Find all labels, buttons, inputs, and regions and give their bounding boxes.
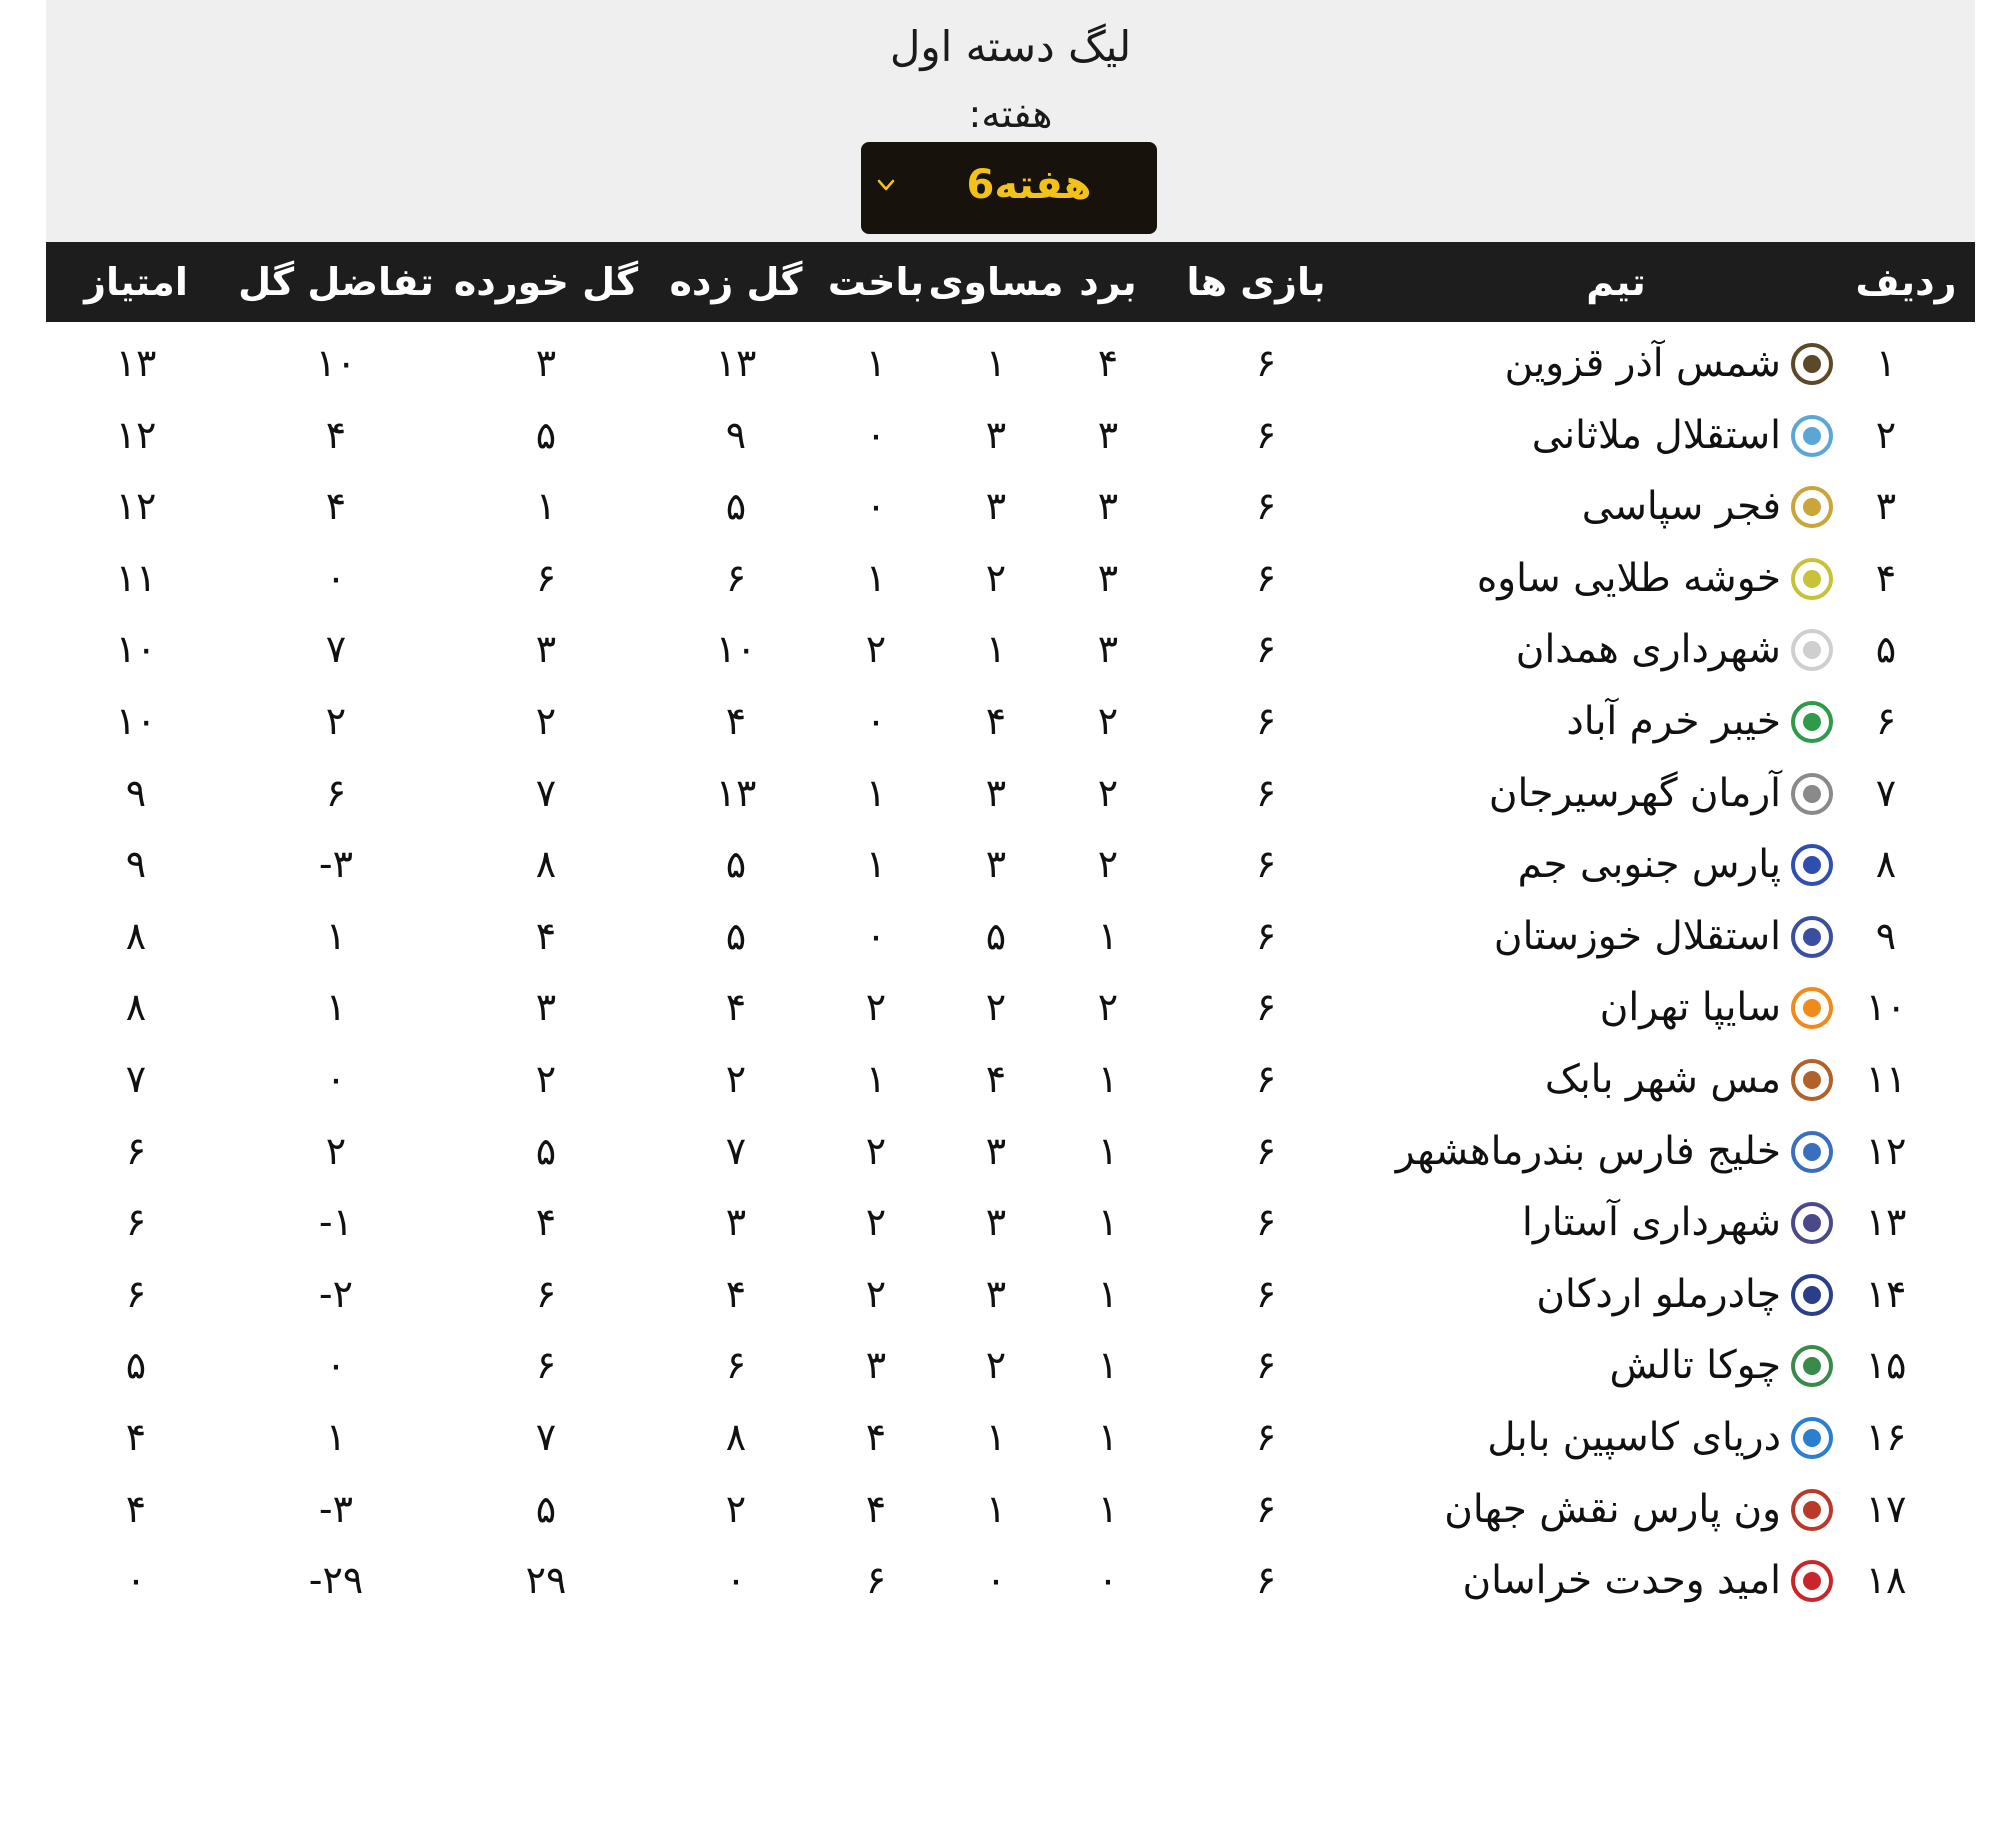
points-cell: ۴	[125, 1415, 147, 1459]
lost-cell: ۱	[865, 555, 887, 600]
goals-for-cell: ۴	[725, 985, 747, 1030]
team-name[interactable]: پارس جنوبی جم	[1517, 842, 1781, 888]
team-name[interactable]: چادرملو اردکان	[1536, 1271, 1781, 1317]
goals-against-cell: ۱	[535, 484, 557, 529]
goals-against-cell: ۵	[535, 1128, 557, 1173]
drawn-cell: ۱	[985, 1486, 1007, 1531]
chevron-down-icon	[873, 172, 899, 198]
team-name[interactable]: خلیج فارس بندرماهشهر	[1395, 1128, 1781, 1174]
team-name[interactable]: ون پارس نقش جهان	[1444, 1486, 1781, 1532]
team-name[interactable]: آرمان گهرسیرجان	[1488, 770, 1781, 816]
points-cell: ۹	[125, 842, 147, 887]
goals-against-cell: ۳	[535, 341, 557, 385]
lost-cell: ۴	[865, 1415, 887, 1459]
team-logo-icon	[1791, 558, 1833, 600]
won-cell: ۱	[1097, 1486, 1119, 1531]
played-cell: ۶	[1255, 913, 1277, 958]
points-cell: ۶	[125, 1200, 147, 1245]
drawn-cell: ۲	[985, 1343, 1007, 1388]
goal-diff-cell: ۱	[325, 913, 347, 958]
drawn-cell: ۳	[985, 770, 1007, 815]
won-cell: ۳	[1097, 412, 1119, 457]
table-row[interactable]	[46, 1401, 1975, 1474]
drawn-cell: ۲	[985, 985, 1007, 1030]
goal-diff-cell: ۰	[325, 1343, 347, 1388]
goals-against-cell: ۳	[535, 627, 557, 672]
table-row[interactable]	[46, 900, 1975, 973]
drawn-cell: ۳	[985, 1271, 1007, 1316]
points-cell: ۱۱	[115, 555, 157, 600]
points-cell: ۱۲	[115, 484, 157, 529]
rank-cell: ۵	[1875, 627, 1897, 672]
team-logo-icon	[1791, 773, 1833, 815]
won-cell: ۰	[1097, 1558, 1119, 1603]
won-cell: ۳	[1097, 484, 1119, 529]
lost-cell: ۰	[865, 412, 887, 457]
week-select[interactable]	[861, 142, 1157, 234]
won-cell: ۱	[1097, 1128, 1119, 1173]
goals-for-cell: ۹	[725, 412, 747, 457]
team-logo-icon	[1791, 343, 1833, 385]
table-row[interactable]	[46, 1544, 1975, 1617]
rank-cell: ۱۴	[1865, 1271, 1907, 1316]
lost-cell: ۲	[865, 1128, 887, 1173]
won-cell: ۱	[1097, 1415, 1119, 1459]
lost-cell: ۱	[865, 341, 887, 385]
goals-for-cell: ۵	[725, 484, 747, 529]
team-logo-icon	[1791, 1417, 1833, 1459]
table-row[interactable]	[46, 1115, 1975, 1188]
team-logo-icon	[1791, 987, 1833, 1029]
column-header-drawn[interactable]: مساوی	[928, 260, 1064, 304]
rank-cell: ۱۲	[1865, 1128, 1907, 1173]
team-name[interactable]: استقلال خوزستان	[1493, 913, 1781, 959]
table-row[interactable]	[46, 327, 1975, 400]
table-row[interactable]	[46, 1329, 1975, 1402]
played-cell: ۶	[1255, 1415, 1277, 1459]
goals-against-cell: ۶	[535, 555, 557, 600]
goal-diff-cell: ۰	[325, 555, 347, 600]
goals-against-cell: ۲	[535, 1057, 557, 1101]
points-cell: ۱۳	[115, 341, 157, 385]
drawn-cell: ۳	[985, 1128, 1007, 1173]
rank-cell: ۱۳	[1865, 1200, 1907, 1245]
goals-against-cell: ۳	[535, 985, 557, 1030]
team-logo-icon	[1791, 844, 1833, 886]
goals-for-cell: ۵	[725, 842, 747, 887]
played-cell: ۶	[1255, 484, 1277, 529]
goals-for-cell: ۳	[725, 1200, 747, 1245]
goal-diff-cell: ۷	[325, 627, 347, 672]
table-row[interactable]	[46, 1258, 1975, 1331]
team-logo-icon	[1791, 629, 1833, 671]
goals-against-cell: ۵	[535, 412, 557, 457]
drawn-cell: ۱	[985, 341, 1007, 385]
goals-against-cell: ۵	[535, 1486, 557, 1531]
week-label: هفته:	[968, 92, 1053, 136]
team-name[interactable]: فجر سپاسی	[1581, 484, 1781, 530]
goals-for-cell: ۷	[725, 1128, 747, 1173]
lost-cell: ۲	[865, 1200, 887, 1245]
team-name[interactable]: خیبر خرم آباد	[1566, 699, 1781, 744]
drawn-cell: ۳	[985, 412, 1007, 457]
goal-diff-cell: ۱	[325, 1415, 347, 1459]
lost-cell: ۰	[865, 484, 887, 529]
goals-for-cell: ۴	[725, 1271, 747, 1316]
table-row[interactable]	[46, 613, 1975, 686]
goal-diff-cell: ۲۹-	[308, 1558, 364, 1603]
team-name[interactable]: خوشه طلایی ساوه	[1476, 555, 1781, 601]
goals-against-cell: ۲۹	[525, 1558, 567, 1603]
goals-against-cell: ۷	[535, 770, 557, 815]
rank-cell: ۱۶	[1865, 1415, 1907, 1459]
rank-cell: ۸	[1875, 842, 1897, 887]
rank-cell: ۳	[1875, 484, 1897, 529]
table-row[interactable]	[46, 757, 1975, 830]
rank-cell: ۱۰	[1865, 985, 1907, 1030]
team-name[interactable]: شهرداری همدان	[1515, 627, 1781, 673]
goal-diff-cell: ۴	[325, 412, 347, 457]
rank-cell: ۶	[1875, 699, 1897, 743]
goals-against-cell: ۶	[535, 1271, 557, 1316]
drawn-cell: ۴	[985, 699, 1007, 743]
won-cell: ۱	[1097, 1057, 1119, 1101]
points-cell: ۵	[125, 1343, 147, 1388]
goal-diff-cell: ۳-	[318, 842, 354, 887]
column-header-played[interactable]: بازی ها	[1186, 260, 1326, 304]
goal-diff-cell: ۱	[325, 985, 347, 1030]
points-cell: ۰	[125, 1558, 147, 1603]
column-header-rank[interactable]: ردیف	[1855, 260, 1957, 304]
goals-against-cell: ۲	[535, 699, 557, 743]
lost-cell: ۰	[865, 699, 887, 743]
team-logo-icon	[1791, 1489, 1833, 1531]
points-cell: ۶	[125, 1128, 147, 1173]
points-cell: ۹	[125, 770, 147, 815]
team-logo-icon	[1791, 701, 1833, 743]
column-header-goals-for[interactable]: گل زده	[669, 260, 803, 304]
goals-for-cell: ۸	[725, 1415, 747, 1459]
column-header-team[interactable]: تیم	[1586, 260, 1646, 304]
played-cell: ۶	[1255, 1057, 1277, 1101]
won-cell: ۲	[1097, 985, 1119, 1030]
played-cell: ۶	[1255, 1128, 1277, 1173]
points-cell: ۱۰	[115, 627, 157, 672]
team-name[interactable]: سایپا تهران	[1599, 985, 1781, 1031]
goals-for-cell: ۵	[725, 913, 747, 958]
lost-cell: ۱	[865, 842, 887, 887]
rank-cell: ۱	[1875, 341, 1897, 385]
won-cell: ۱	[1097, 1200, 1119, 1245]
goals-for-cell: ۰	[725, 1558, 747, 1603]
column-header-lost[interactable]: باخت	[827, 260, 925, 304]
goals-for-cell: ۱۳	[715, 341, 757, 385]
team-name[interactable]: شهرداری آستارا	[1522, 1200, 1781, 1246]
rank-cell: ۱۱	[1865, 1057, 1907, 1101]
team-name[interactable]: چوکا تالش	[1609, 1343, 1781, 1389]
won-cell: ۱	[1097, 1343, 1119, 1388]
goals-against-cell: ۶	[535, 1343, 557, 1388]
goals-for-cell: ۲	[725, 1486, 747, 1531]
table-row[interactable]	[46, 828, 1975, 901]
table-row[interactable]	[46, 685, 1975, 758]
rank-cell: ۹	[1875, 913, 1897, 958]
won-cell: ۲	[1097, 699, 1119, 743]
rank-cell: ۱۷	[1865, 1486, 1907, 1531]
played-cell: ۶	[1255, 627, 1277, 672]
won-cell: ۲	[1097, 770, 1119, 815]
points-cell: ۶	[125, 1271, 147, 1316]
goal-diff-cell: ۲-	[318, 1271, 354, 1316]
team-name[interactable]: دریای کاسپین بابل	[1487, 1415, 1781, 1460]
team-logo-icon	[1791, 415, 1833, 457]
drawn-cell: ۰	[985, 1558, 1007, 1603]
won-cell: ۱	[1097, 913, 1119, 958]
points-cell: ۴	[125, 1486, 147, 1531]
played-cell: ۶	[1255, 770, 1277, 815]
team-name[interactable]: امید وحدت خراسان	[1462, 1558, 1781, 1604]
goal-diff-cell: ۲	[325, 699, 347, 743]
team-name[interactable]: شمس آذر قزوین	[1504, 341, 1781, 386]
played-cell: ۶	[1255, 1271, 1277, 1316]
table-row[interactable]	[46, 470, 1975, 543]
team-logo-icon	[1791, 916, 1833, 958]
week-select-value: هفته6	[966, 162, 1092, 208]
column-header-won[interactable]: برد	[1079, 260, 1137, 304]
goals-against-cell: ۴	[535, 913, 557, 958]
played-cell: ۶	[1255, 1343, 1277, 1388]
column-header-goal-diff[interactable]: تفاضل گل	[238, 260, 434, 304]
lost-cell: ۱	[865, 1057, 887, 1101]
drawn-cell: ۲	[985, 555, 1007, 600]
team-logo-icon	[1791, 1202, 1833, 1244]
team-name[interactable]: استقلال ملاثانی	[1531, 412, 1781, 458]
table-row[interactable]	[46, 542, 1975, 615]
lost-cell: ۶	[865, 1558, 887, 1603]
played-cell: ۶	[1255, 985, 1277, 1030]
table-header	[46, 242, 1975, 322]
goals-for-cell: ۶	[725, 1343, 747, 1388]
lost-cell: ۲	[865, 985, 887, 1030]
drawn-cell: ۴	[985, 1057, 1007, 1101]
goals-for-cell: ۴	[725, 699, 747, 743]
rank-cell: ۱۸	[1865, 1558, 1907, 1603]
rank-cell: ۲	[1875, 412, 1897, 457]
goals-for-cell: ۶	[725, 555, 747, 600]
drawn-cell: ۳	[985, 1200, 1007, 1245]
points-cell: ۸	[125, 985, 147, 1030]
league-table-panel	[46, 0, 1975, 1640]
lost-cell: ۱	[865, 770, 887, 815]
table-row[interactable]	[46, 399, 1975, 472]
goal-diff-cell: ۱-	[318, 1200, 354, 1245]
played-cell: ۶	[1255, 1558, 1277, 1603]
goal-diff-cell: ۶	[325, 770, 347, 815]
lost-cell: ۴	[865, 1486, 887, 1531]
team-logo-icon	[1791, 1345, 1833, 1387]
table-row[interactable]	[46, 971, 1975, 1044]
points-cell: ۱۰	[115, 699, 157, 743]
goals-for-cell: ۱۰	[715, 627, 757, 672]
goals-for-cell: ۲	[725, 1057, 747, 1101]
rank-cell: ۴	[1875, 555, 1897, 600]
won-cell: ۳	[1097, 627, 1119, 672]
played-cell: ۶	[1255, 699, 1277, 743]
drawn-cell: ۳	[985, 484, 1007, 529]
column-header-goals-against[interactable]: گل خورده	[453, 260, 639, 304]
played-cell: ۶	[1255, 412, 1277, 457]
points-cell: ۷	[125, 1057, 147, 1101]
team-logo-icon	[1791, 1560, 1833, 1602]
team-logo-icon	[1791, 1131, 1833, 1173]
drawn-cell: ۳	[985, 842, 1007, 887]
played-cell: ۶	[1255, 1200, 1277, 1245]
lost-cell: ۲	[865, 1271, 887, 1316]
league-header	[46, 0, 1975, 242]
goal-diff-cell: ۱۰	[315, 341, 357, 385]
won-cell: ۲	[1097, 842, 1119, 887]
team-logo-icon	[1791, 486, 1833, 528]
played-cell: ۶	[1255, 341, 1277, 385]
column-header-points[interactable]: امتیاز	[84, 260, 188, 304]
team-name[interactable]: مس شهر بابک	[1544, 1057, 1781, 1102]
played-cell: ۶	[1255, 555, 1277, 600]
rank-cell: ۷	[1875, 770, 1897, 815]
drawn-cell: ۱	[985, 1415, 1007, 1459]
won-cell: ۱	[1097, 1271, 1119, 1316]
league-title: لیگ دسته اول	[889, 22, 1132, 71]
team-logo-icon	[1791, 1274, 1833, 1316]
points-cell: ۱۲	[115, 412, 157, 457]
played-cell: ۶	[1255, 1486, 1277, 1531]
lost-cell: ۲	[865, 627, 887, 672]
lost-cell: ۰	[865, 913, 887, 958]
table-row[interactable]	[46, 1473, 1975, 1546]
points-cell: ۸	[125, 913, 147, 958]
goal-diff-cell: ۲	[325, 1128, 347, 1173]
table-row[interactable]	[46, 1043, 1975, 1116]
played-cell: ۶	[1255, 842, 1277, 887]
lost-cell: ۳	[865, 1343, 887, 1388]
goal-diff-cell: ۰	[325, 1057, 347, 1101]
won-cell: ۴	[1097, 341, 1119, 385]
table-row[interactable]	[46, 1186, 1975, 1259]
goals-against-cell: ۷	[535, 1415, 557, 1459]
drawn-cell: ۵	[985, 913, 1007, 958]
drawn-cell: ۱	[985, 627, 1007, 672]
goal-diff-cell: ۳-	[318, 1486, 354, 1531]
goals-against-cell: ۸	[535, 842, 557, 887]
goals-against-cell: ۴	[535, 1200, 557, 1245]
won-cell: ۳	[1097, 555, 1119, 600]
goal-diff-cell: ۴	[325, 484, 347, 529]
goals-for-cell: ۱۳	[715, 770, 757, 815]
team-logo-icon	[1791, 1059, 1833, 1101]
rank-cell: ۱۵	[1865, 1343, 1907, 1388]
